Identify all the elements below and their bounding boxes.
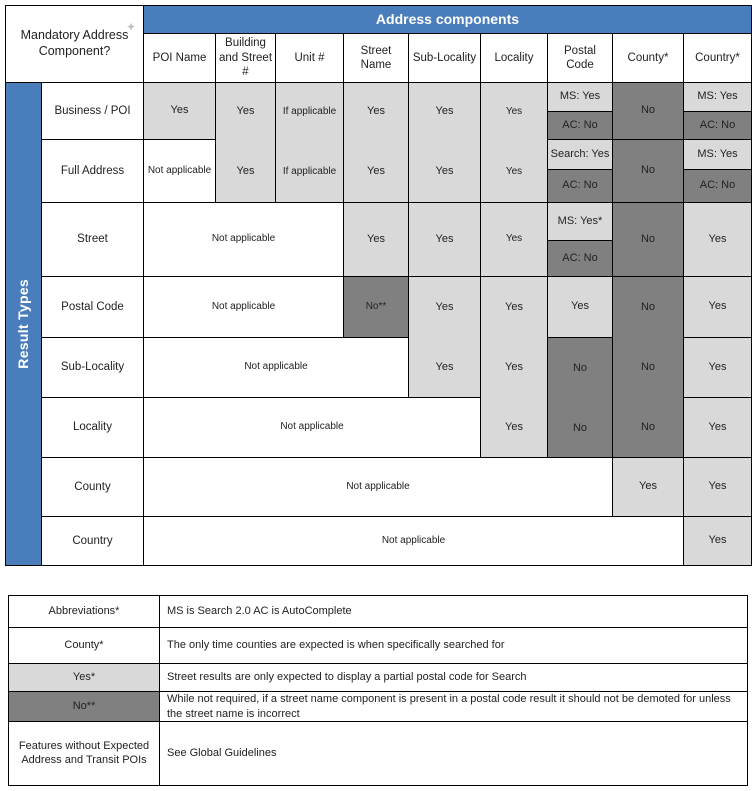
cell-business-street-name: Yes	[367, 105, 385, 118]
col-header-country: Country*	[683, 33, 752, 83]
legend-text-abbreviations: MS is Search 2.0 AC is AutoComplete	[159, 595, 748, 628]
row-label-full-address: Full Address	[41, 139, 144, 203]
cell-postal-sub-locality: Yes	[435, 300, 454, 313]
legend-text-global-guidelines: See Global Guidelines	[159, 721, 748, 786]
cell-building-street-merged	[215, 82, 276, 203]
cell-postal-not-applicable: Not applicable	[143, 276, 344, 338]
cell-country-not-applicable: Not applicable	[143, 516, 684, 566]
cell-street-locality: Yes	[480, 202, 548, 277]
cell-sub-locality-country: Yes	[683, 337, 752, 398]
cell-postal-street-name: No**	[343, 276, 409, 338]
cell-locality-postal: No	[572, 421, 588, 434]
col-header-building-street: Building and Street #	[215, 33, 276, 83]
cell-unit-merged	[275, 82, 344, 203]
cell-business-sub-locality: Yes	[435, 105, 454, 118]
cell-full-address-postal-ac: AC: No	[547, 169, 613, 203]
result-types-title	[5, 82, 42, 566]
corner-label-text: Mandatory Address Component?	[20, 28, 129, 58]
corner-label	[5, 5, 144, 83]
cell-postal-code-merged	[547, 337, 613, 458]
cell-business-poi-name: Yes	[143, 82, 216, 140]
cell-postal-county: No	[640, 300, 656, 313]
cell-sub-locality-not-applicable: Not applicable	[143, 337, 409, 398]
cell-postal-locality: Yes	[505, 300, 523, 313]
cell-business-postal-ms: MS: Yes	[547, 82, 613, 112]
cell-full-address-unit: If applicable	[282, 165, 337, 177]
cell-country-country: Yes	[683, 516, 752, 566]
row-label-postal-code: Postal Code	[41, 276, 144, 338]
col-header-unit: Unit #	[275, 33, 344, 83]
cell-street-street-name: Yes	[343, 202, 409, 277]
row-label-business-poi: Business / POI	[41, 82, 144, 140]
cell-business-country-ac: AC: No	[683, 111, 752, 140]
cell-postal-postal-code: Yes	[547, 276, 613, 338]
cell-sub-locality-sub-locality: Yes	[435, 360, 454, 373]
cell-sub-locality-county: No	[640, 360, 656, 373]
cell-full-address-country-ms: MS: Yes	[683, 139, 752, 170]
cell-county-country: Yes	[683, 457, 752, 517]
cell-business-country-ms: MS: Yes	[683, 82, 752, 112]
row-label-county: County	[41, 457, 144, 517]
cell-full-address-postal-search: Search: Yes	[547, 139, 613, 170]
cell-street-postal-ac: AC: No	[547, 240, 613, 277]
cell-full-address-county: No	[612, 139, 684, 203]
cell-full-address-street-name: Yes	[367, 165, 385, 178]
cell-sub-locality-merged-2	[408, 276, 481, 398]
cell-sub-locality-locality: Yes	[505, 360, 523, 373]
cell-postal-country: Yes	[683, 276, 752, 338]
col-header-poi-name: POI Name	[143, 33, 216, 83]
col-header-street-name: Street Name	[343, 33, 409, 83]
col-header-locality: Locality	[480, 33, 548, 83]
legend-label-features-without-address: Features without Expected Address and Transit POIs	[8, 721, 160, 786]
cell-business-county: No	[612, 82, 684, 140]
legend-label-county: County*	[8, 627, 160, 664]
cell-county-merged	[612, 276, 684, 458]
col-header-sub-locality: Sub-Locality	[408, 33, 481, 83]
cell-full-address-building: Yes	[236, 165, 255, 178]
cell-street-country: Yes	[683, 202, 752, 277]
cell-street-county: No	[612, 202, 684, 277]
col-header-postal-code: Postal Code	[547, 33, 613, 83]
cell-sub-locality-merged	[408, 82, 481, 203]
cell-locality-merged-2	[480, 276, 548, 458]
row-label-sub-locality: Sub-Locality	[41, 337, 144, 398]
row-label-locality: Locality	[41, 397, 144, 458]
cell-locality-county: No	[640, 420, 656, 433]
cell-street-not-applicable: Not applicable	[143, 202, 344, 277]
cell-locality-not-applicable: Not applicable	[143, 397, 481, 458]
cell-business-locality: Yes	[505, 105, 523, 117]
cell-street-postal-ms: MS: Yes*	[547, 202, 613, 241]
cell-business-unit: If applicable	[282, 105, 337, 117]
cell-business-building: Yes	[236, 105, 255, 118]
cell-full-address-poi-name: Not applicable	[143, 139, 216, 203]
cell-county-not-applicable: Not applicable	[143, 457, 613, 517]
cell-street-name-merged	[343, 82, 409, 203]
legend-text-yes-star: Street results are only expected to display a partial postal code for Search	[159, 663, 748, 692]
cell-locality-merged	[480, 82, 548, 203]
cell-locality-locality: Yes	[505, 420, 523, 433]
cell-full-address-sub-locality: Yes	[435, 165, 454, 178]
sparkle-icon: ✦	[126, 20, 137, 34]
address-components-title: Address components	[143, 5, 752, 34]
cell-locality-country: Yes	[683, 397, 752, 458]
legend-label-no-double-star: No**	[8, 691, 160, 722]
legend-text-no-double-star: While not required, if a street name component is present in a postal code result it should not be demoted for unless the street name is incorrect	[159, 691, 748, 722]
legend-text-county: The only time counties are expected is when specifically searched for	[159, 627, 748, 664]
cell-sub-locality-postal: No	[572, 361, 588, 374]
cell-business-postal-ac: AC: No	[547, 111, 613, 140]
cell-street-sub-locality: Yes	[408, 202, 481, 277]
row-label-street: Street	[41, 202, 144, 277]
legend-label-yes-star: Yes*	[8, 663, 160, 692]
cell-full-address-locality: Yes	[505, 165, 523, 177]
cell-county-county: Yes	[612, 457, 684, 517]
col-header-county: County*	[612, 33, 684, 83]
result-types-text: Result Types	[14, 279, 31, 369]
legend-label-abbreviations: Abbreviations*	[8, 595, 160, 628]
row-label-country: Country	[41, 516, 144, 566]
cell-full-address-country-ac: AC: No	[683, 169, 752, 203]
